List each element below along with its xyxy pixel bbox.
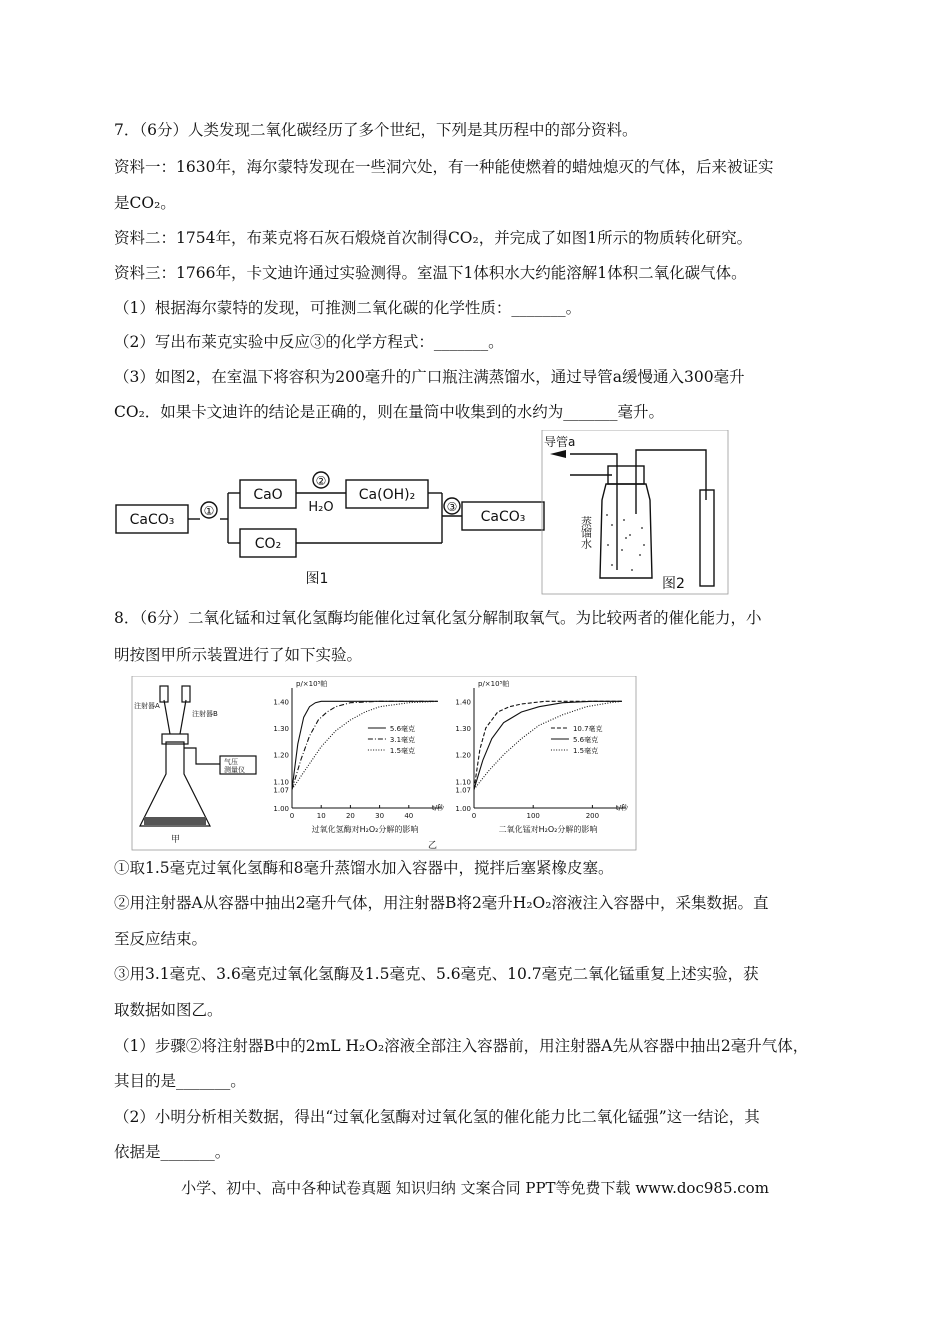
fig1-cao: CaO (253, 487, 283, 503)
chart-1-xtick-1: 100 (526, 812, 540, 820)
chart-1-legend-1: 5.6毫克 (572, 736, 599, 744)
chart-1-xtick-0: 0 (471, 812, 477, 820)
chart-0-series-2 (292, 701, 438, 789)
chart-1-ytick-2: 1.10 (455, 778, 471, 787)
syringe-a-label: 注射器A (134, 702, 160, 710)
q7-sub-3: （3）如图2，在室温下将容积为200毫升的广口瓶注满蒸馏水，通过导管a缓慢通入300毫升 (114, 368, 745, 386)
chart-0-ytick-4: 1.30 (273, 725, 289, 733)
chart-1-legend-2: 1.5毫克 (572, 747, 599, 755)
q8-step-1: ①取1.5毫克过氧化氢酶和8毫升蒸馏水加入容器中，搅拌后塞紧橡皮塞。 (114, 859, 614, 877)
q8-figure (128, 676, 638, 852)
chart-0-title: 过氧化氢酶对H₂O₂分解的影响 (311, 825, 419, 834)
q8-sub-1-cont: 其目的是_______。 (114, 1072, 246, 1090)
q7-sub-3-cont: CO₂．如果卡文迪许的结论是正确的，则在量筒中收集到的水约为_______毫升。 (114, 403, 665, 421)
chart-1-series-0 (474, 701, 622, 789)
chart-1-ytick-3: 1.20 (455, 751, 471, 760)
chart-0-legend-0: 5.6毫克 (389, 725, 416, 733)
chart-0-xtick-3: 30 (375, 812, 385, 820)
q8-sub-1: （1）步骤②将注射器B中的2mL H₂O₂溶液全部注入容器前，用注射器A先从容器中抽出2毫升气体， (114, 1037, 809, 1055)
chart-0-xlabel: t/秒 (431, 804, 444, 812)
chart-0-series-0 (292, 701, 438, 789)
fig1-co2: CO₂ (254, 536, 282, 552)
chart-0-ytick-3: 1.20 (273, 751, 289, 760)
chart-1-ytick-4: 1.30 (455, 725, 471, 733)
page-footer: 小学、初中、高中各种试卷真题 知识归纳 文案合同 PPT等免费下载 www.doc985.com (181, 1179, 769, 1197)
q7-sub-1: （1）根据海尔蒙特的发现，可推测二氧化碳的化学性质：_______。 (114, 299, 582, 317)
q8-header: 8．（6分）二氧化锰和过氧化氢酶均能催化过氧化氢分解制取氧气。为比较两者的催化能力，小 (114, 609, 762, 627)
chart-1-title: 二氧化锰对H₂O₂分解的影响 (498, 825, 598, 834)
meter-label-1: 气压 (224, 758, 238, 766)
chart-0-ytick-1: 1.07 (273, 786, 289, 795)
fig2-tube-a: 导管a (544, 435, 576, 449)
q7-material-2: 资料二：1754年，布莱克将石灰石煅烧首次制得CO₂，并完成了如图1所示的物质转化研究。 (114, 229, 753, 247)
apparatus-label: 甲 (171, 835, 181, 845)
chart-0-ytick-5: 1.40 (273, 698, 289, 707)
chart-1-legend-0: 10.7毫克 (572, 725, 603, 733)
fig1-caoh2: Ca(OH)₂ (358, 487, 416, 503)
q8-sub-2-cont: 依据是_______。 (114, 1143, 231, 1161)
charts-group (273, 679, 629, 834)
chart-0-ytick-0: 1.00 (273, 805, 289, 813)
q7-material-1: 资料一：1630年，海尔蒙特发现在一些洞穴处，有一种能使燃着的蜡烛熄灭的气体，后来被证实 (114, 158, 774, 176)
syringe-b-label: 注射器B (192, 710, 218, 718)
q7-material-3: 资料三：1766年，卡文迪许通过实验测得。室温下1体积水大约能溶解1体积二氧化碳气体。 (114, 264, 747, 282)
chart-0-legend-2: 1.5毫克 (389, 747, 416, 755)
q7-header: 7．（6分）人类发现二氧化碳经历了多个世纪，下列是其历程中的部分资料。 (114, 121, 638, 139)
chart-0-xtick-2: 20 (345, 812, 355, 820)
fig2-water: 蒸馏水 (579, 516, 593, 549)
fig2-label: 图2 (662, 576, 685, 592)
fig1-caco3-left: CaCO₃ (129, 512, 175, 528)
chart-1-ylabel: p/×10⁵帕 (478, 680, 510, 688)
chart-1-ytick-0: 1.00 (455, 805, 471, 813)
chart-0-xtick-0: 0 (289, 812, 295, 820)
chart-0-xtick-4: 40 (404, 812, 414, 820)
fig1-caco3-right: CaCO₃ (480, 509, 526, 525)
fig1-step-2: ② (315, 474, 327, 488)
q7-sub-2: （2）写出布莱克实验中反应③的化学方程式：_______。 (114, 333, 504, 351)
chart-0-series-1 (292, 701, 438, 789)
fig1-step-3: ③ (446, 500, 458, 514)
fig1-label: 图1 (305, 571, 329, 587)
fig1-h2o: H₂O (308, 500, 334, 515)
chart-0-xtick-1: 10 (316, 812, 326, 820)
chart-1-ytick-1: 1.07 (455, 786, 471, 795)
chart-0-ytick-2: 1.10 (273, 778, 289, 787)
fig1-step-1: ① (203, 504, 215, 518)
meter-label-2: 测量仪 (224, 766, 245, 774)
chart-0-ylabel: p/×10⁵帕 (296, 680, 328, 688)
q7-material-1-cont: 是CO₂。 (114, 194, 176, 212)
q7-figures (112, 430, 730, 596)
q8-step-2: ②用注射器A从容器中抽出2毫升气体，用注射器B将2毫升H₂O₂溶液注入容器中，采集数据。直 (114, 894, 769, 912)
q8-sub-2: （2）小明分析相关数据，得出“过氧化氢酶对过氧化氢的催化能力比二氧化锰强”这一结论，其 (114, 1108, 760, 1126)
q8-step-3: ③用3.1毫克、3.6毫克过氧化氢酶及1.5毫克、5.6毫克、10.7毫克二氧化锰重复上述实验，获 (114, 965, 759, 983)
chart-0-legend-1: 3.1毫克 (389, 736, 416, 744)
q8-step-3-cont: 取数据如图乙。 (114, 1001, 223, 1019)
chart-group-label: 乙 (428, 841, 438, 851)
q8-header-cont: 明按图甲所示装置进行了如下实验。 (114, 646, 363, 664)
q8-step-2-cont: 至反应结束。 (114, 930, 208, 948)
chart-1-ytick-5: 1.40 (455, 698, 471, 707)
chart-1-xtick-2: 200 (585, 812, 600, 820)
chart-1-xlabel: t/秒 (615, 804, 628, 812)
